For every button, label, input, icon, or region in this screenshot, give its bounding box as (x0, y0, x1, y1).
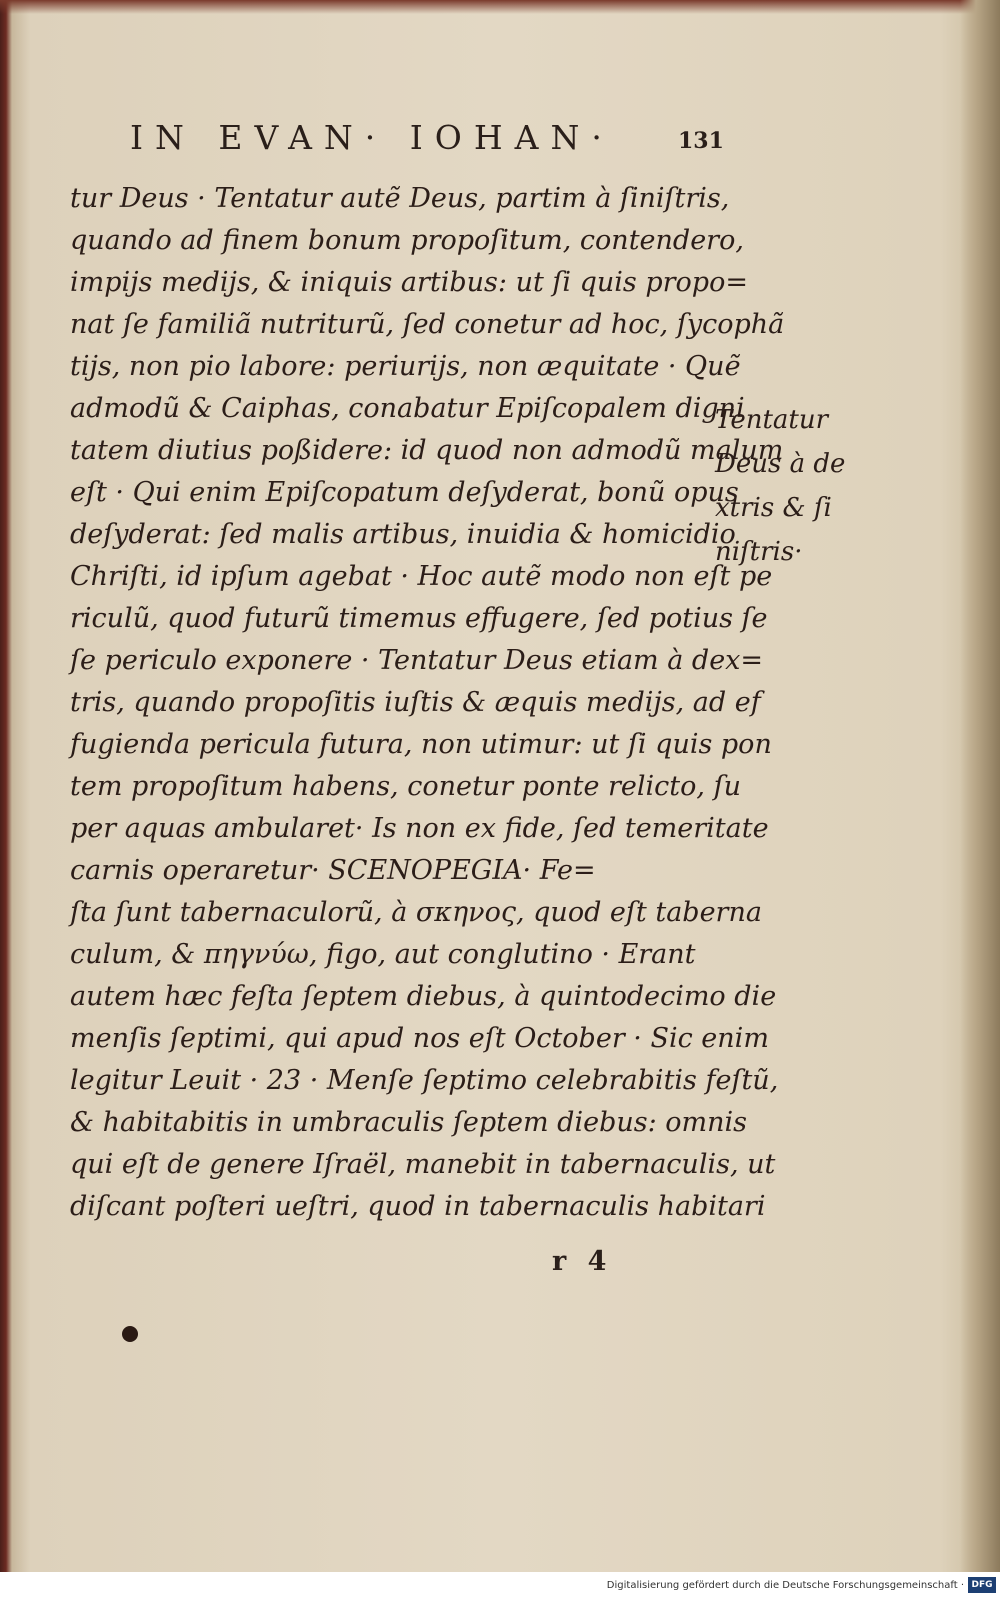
text-line: riculũ, quod futurũ timemus effugere, ſed potius ſe (70, 603, 768, 634)
page-number: 131 (678, 128, 724, 154)
text-line: deſyderat: ſed malis artibus, inuidia & homicidio (70, 519, 736, 550)
text-line: tur Deus · Tentatur autẽ Deus, partim à ſiniſtris, (70, 183, 730, 214)
ink-spot (122, 1326, 138, 1342)
text-line: menſis ſeptimi, qui apud nos eſt October · Sic enim (70, 1023, 769, 1054)
text-line: nat ſe familiã nutriturũ, ſed conetur ad hoc, ſycophã (70, 309, 785, 340)
text-line: tijs, non pio labore: periurijs, non æquitate · Quẽ (70, 351, 741, 382)
footer-bar (0, 1572, 1000, 1602)
text-line: ſe periculo exponere · Tentatur Deus etiam à dex= (70, 645, 764, 676)
marginal-note-line: Deus à de (715, 449, 846, 479)
text-line: qui eſt de genere Iſraël, manebit in tabernaculis, ut (70, 1149, 776, 1180)
signature-mark: r 4 (552, 1246, 613, 1277)
marginal-note-line: niſtris· (715, 537, 803, 567)
page-right-edge (960, 0, 1000, 1572)
marginal-note-line: xtris & ſi (715, 493, 832, 523)
text-line: & habitabitis in umbraculis ſeptem diebus: omnis (70, 1107, 748, 1138)
page-top-shadow (0, 0, 1000, 14)
text-line: autem hæc feſta ſeptem diebus, à quintodecimo die (70, 981, 777, 1012)
text-line: impijs medijs, & iniquis artibus: ut ſi quis propo= (70, 267, 748, 298)
text-line: tem propoſitum habens, conetur ponte relicto, ſu (70, 771, 741, 802)
marginal-note-line: Tentatur (715, 405, 829, 435)
funding-credit: Digitalisierung gefördert durch die Deutsche Forschungsgemeinschaft · (606, 1580, 964, 1591)
text-line: tris, quando propoſitis iuſtis & æquis medijs, ad ef (70, 687, 761, 718)
running-head: IN EVAN· IOHAN· (130, 118, 614, 157)
text-line: admodũ & Caiphas, conabatur Epiſcopalem digni (70, 393, 745, 424)
marginal-note (715, 398, 865, 574)
text-line: quando ad finem bonum propoſitum, contendero, (70, 225, 744, 256)
text-line: carnis operaretur· SCENOPEGIA· Fe= (70, 855, 596, 886)
text-line: fugienda pericula futura, non utimur: ut ſi quis pon (70, 729, 772, 760)
text-line: culum, & πηγνύω, figo, aut conglutino · Erant (70, 939, 696, 970)
dfg-logo: DFG (968, 1577, 996, 1593)
text-line: ſta ſunt tabernaculorũ, à σκηνος, quod eſt taberna (70, 897, 762, 928)
text-line: eſt · Qui enim Epiſcopatum deſyderat, bonũ opus (70, 477, 739, 508)
text-line: tatem diutius poßidere: id quod non admodũ malum (70, 435, 784, 466)
text-line: legitur Leuit · 23 · Menſe ſeptimo celebrabitis feſtũ, (70, 1065, 779, 1096)
text-line: diſcant poſteri ueſtri, quod in tabernaculis habitari (70, 1191, 766, 1222)
text-line: per aquas ambularet· Is non ex fide, ſed temeritate (70, 813, 769, 844)
text-line: Chriſti, id ipſum agebat · Hoc autẽ modo non eſt pe (70, 561, 773, 592)
